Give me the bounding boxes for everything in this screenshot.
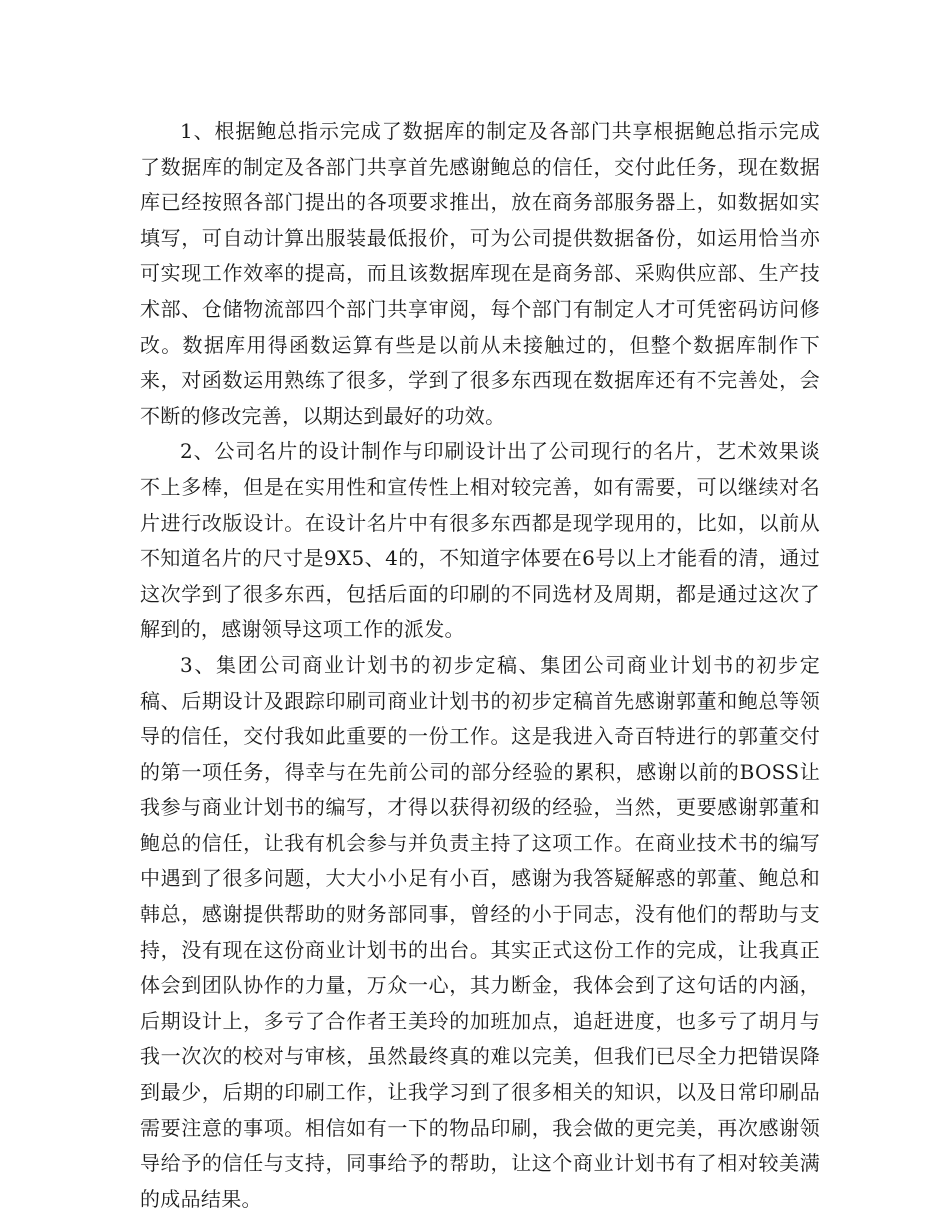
paragraph-2: 2、公司名片的设计制作与印刷设计出了公司现行的名片，艺术效果谈不上多棒，但是在实用性和宣传性上相对较完善，如有需要，可以继续对名片进行改版设计。在设计名片中有很多东西都是现学现用的，比如，以前从不知道名片的尺寸是9X5、4的，不知道字体要在6号以上才能看的清，通过这次学到了很多东西，包括后面的印刷的不同选材及周期，都是通过这次了解到的，感谢领导这项工作的派发。	[140, 439, 820, 642]
paragraph-1: 1、根据鲍总指示完成了数据库的制定及各部门共享根据鲍总指示完成了数据库的制定及各部门共享首先感谢鲍总的信任，交付此任务，现在数据库已经按照各部门提出的各项要求推出，放在商务部服务器上，如数据如实填写，可自动计算出服装最低报价，可为公司提供数据备份，如运用恰当亦可实现工作效率的提高，而且该数据库现在是商务部、采购供应部、生产技术部、仓储物流部四个部门共享审阅，每个部门有制定人才可凭密码访问修改。数据库用得函数运算有些是以前从未接触过的，但整个数据库制作下来，对函数运用熟练了很多，学到了很多东西现在数据库还有不完善处，会不断的修改完善，以期达到最好的功效。	[140, 119, 820, 428]
paragraph-3: 3、集团公司商业计划书的初步定稿、集团公司商业计划书的初步定稿、后期设计及跟踪印刷司商业计划书的初步定稿首先感谢郭董和鲍总等领导的信任，交付我如此重要的一份工作。这是我进入奇百特进行的郭董交付的第一项任务，得幸与在先前公司的部分经验的累积，感谢以前的BOSS让我参与商业计划书的编写，才得以获得初级的经验，当然，更要感谢郭董和鲍总的信任，让我有机会参与并负责主持了这项工作。在商业技术书的编写中遇到了很多问题，大大小小足有小百，感谢为我答疑解惑的郭董、鲍总和韩总，感谢提供帮助的财务部同事，曾经的小于同志，没有他们的帮助与支持，没有现在这份商业计划书的出台。其实正式这份工作的完成，让我真正体会到团队协作的力量，万众一心，其力断金，我体会到了这句话的内涵，后期设计上，多亏了合作者王美玲的加班加点，追赶进度，也多亏了胡月与我一次次的校对与审核，虽然最终真的难以完美，但我们已尽全力把错误降到最少，后期的印刷工作，让我学习到了很多相关的知识，以及日常印刷品需要注意的事项。相信如有一下的物品印刷，我会做的更完美，再次感谢领导给予的信任与支持，同事给予的帮助，让这个商业计划书有了相对较美满的成品结果。	[140, 652, 820, 1211]
document-body	[140, 114, 820, 1217]
